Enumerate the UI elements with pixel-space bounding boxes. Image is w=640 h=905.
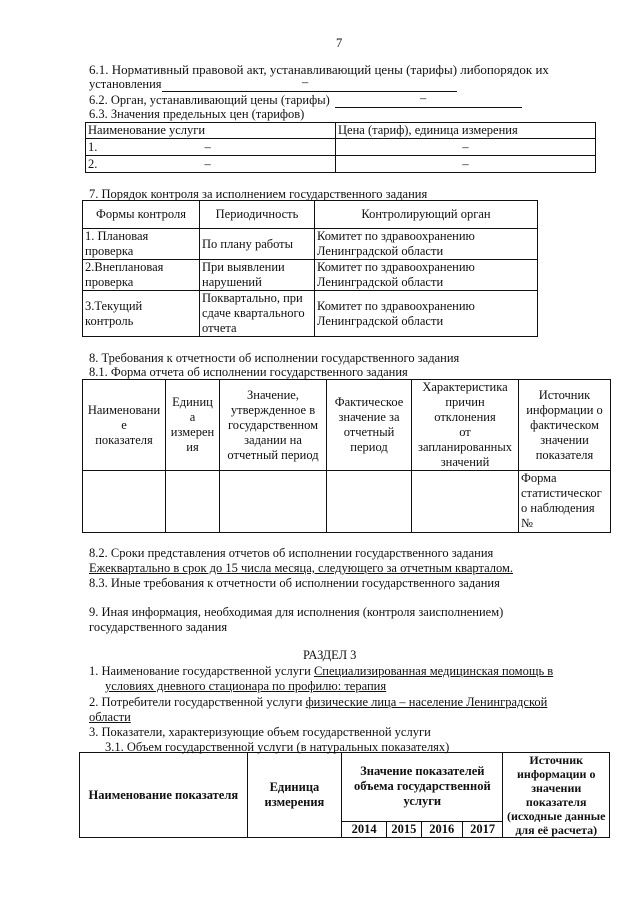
s82-label: 8.2. Сроки представления отчетов об исполнении государственного задания	[89, 546, 494, 560]
s3-item3: 3. Показатели, характеризующие объем государственной услуги	[89, 725, 431, 739]
price-row-num: 1.	[88, 139, 98, 154]
table-row	[83, 291, 538, 337]
price-row-service: –	[204, 156, 211, 171]
table-row	[83, 229, 538, 260]
price-row-service: –	[204, 139, 211, 154]
volume-table	[79, 752, 610, 838]
year-2017: 2017	[462, 821, 503, 837]
s3-item1-label: 1. Наименование государственной услуги	[89, 664, 311, 678]
cell-line: объема государственной	[353, 779, 491, 794]
cell-line: 1. Плановая	[85, 229, 149, 243]
cell-line: отчета	[202, 321, 237, 335]
cell-line: значение за	[338, 410, 400, 424]
cell-line: проверка	[85, 275, 134, 289]
cell-line: 2.Внеплановая	[85, 260, 164, 274]
cell-line: государственном	[227, 417, 319, 432]
s62-label: 6.2. Орган, устанавливающий цены (тарифы)	[89, 93, 330, 107]
cell-line: Единица	[269, 780, 320, 794]
cell-line: Ленинградской области	[317, 313, 444, 328]
control-header-period: Периодичность	[200, 201, 315, 229]
cell-line: измерен	[170, 425, 215, 439]
s61-label: 6.1. Нормативный правовой акт, устанавливающий цены (тарифы) либопорядок их	[89, 62, 549, 77]
cell-line: запланированных	[418, 440, 512, 454]
s3-item2-value: физические лица – население Ленинградской	[305, 695, 548, 709]
year-2015: 2015	[386, 821, 421, 837]
cell-line: фактическом	[530, 417, 599, 432]
cell-line: показателя	[95, 432, 153, 447]
price-row-price: –	[336, 139, 596, 156]
cell-line: Характеристика	[422, 380, 508, 394]
cell-line: Комитет по здравоохранению	[317, 229, 475, 243]
cell-line: При выявлении	[202, 260, 285, 274]
cell-line: измерения	[264, 795, 325, 809]
control-table	[82, 200, 538, 337]
s63-label: 6.3. Значения предельных цен (тарифов)	[89, 107, 305, 121]
table-row	[83, 471, 611, 533]
cell-line: По плану работы	[202, 236, 294, 251]
s3-item1-value-2: условиях дневного стационара по профилю: терапия	[105, 679, 387, 693]
s3-item2	[89, 695, 547, 710]
cell-line: Ленинградской области	[317, 275, 444, 289]
s83-label: 8.3. Иные требования к отчетности об исполнении государственного задания	[89, 576, 500, 590]
control-header-form: Формы контроля	[83, 201, 200, 229]
cell-line: от	[459, 425, 471, 439]
s8-sub: 8.1. Форма отчета об исполнении государственного задания	[89, 365, 408, 379]
cell-line: задании на	[244, 432, 302, 447]
cell-line: 3.Текущий	[85, 298, 143, 313]
cell-line: Ленинградской области	[317, 244, 444, 258]
cell-line: показателя	[525, 795, 587, 809]
cell-line: е	[121, 417, 127, 432]
table-row	[86, 139, 596, 156]
s3-item1	[89, 664, 553, 679]
cell-line: Значение показателей	[360, 764, 485, 779]
table-row	[83, 260, 538, 291]
s61-value: –	[302, 75, 309, 89]
price-row-num: 2.	[88, 156, 98, 171]
year-2016: 2016	[421, 821, 462, 837]
s7-title: 7. Порядок контроля за исполнением государственного задания	[89, 187, 428, 201]
s82-value: Ежеквартально в срок до 15 числа месяца, следующего за отчетным кварталом.	[89, 561, 514, 575]
cell-line: значении	[531, 781, 582, 795]
prices-header-price: Цена (тариф), единица измерения	[336, 123, 596, 139]
report-table	[82, 379, 611, 533]
price-row-price: –	[336, 156, 596, 173]
cell-line: Источник	[529, 753, 584, 767]
cell-line: сдаче квартального	[202, 306, 305, 320]
cell-line: отчетный	[343, 425, 395, 439]
cell-line: отчетный период	[227, 447, 319, 462]
cell-line: информации о	[517, 767, 596, 781]
cell-line: (исходные данные	[506, 809, 606, 823]
cell-line: услуги	[403, 794, 442, 809]
cell-line: нарушений	[202, 275, 262, 289]
s61-label-2: установления	[89, 77, 162, 91]
cell-line: информации о	[526, 402, 603, 417]
cell-line: утвержденное в	[230, 402, 316, 417]
s9-line2: государственного задания	[89, 620, 228, 634]
page-number: 7	[336, 36, 343, 50]
cell-line: Комитет по здравоохранению	[317, 260, 475, 274]
cell-line: №	[521, 516, 533, 530]
cell-line: статистическог	[521, 486, 602, 500]
s62-value: –	[420, 91, 427, 105]
cell-line: проверка	[85, 244, 134, 258]
table-row	[86, 156, 596, 173]
cell-line: Поквартально, при	[202, 291, 303, 305]
cell-line: ия	[186, 440, 199, 454]
cell-line: Единиц	[172, 395, 213, 409]
cell-line: Комитет по здравоохранению	[317, 298, 475, 313]
cell-line: для её расчета)	[515, 823, 598, 837]
control-header-organ: Контролирующий орган	[315, 201, 538, 229]
cell-line: причин	[445, 395, 485, 409]
prices-header-name: Наименование услуги	[86, 123, 336, 139]
cell-line: а	[189, 410, 196, 424]
prices-table	[85, 122, 596, 173]
cell-line: значений	[440, 455, 490, 469]
cell-line: значении	[540, 432, 589, 447]
s3-item2-value-2: области	[89, 710, 131, 724]
section3-title: РАЗДЕЛ 3	[303, 648, 357, 662]
cell-line: Значение,	[247, 387, 299, 402]
cell-line: Источник	[538, 387, 591, 402]
cell-line: контроль	[85, 313, 134, 328]
s8-title: 8. Требования к отчетности об исполнении государственного задания	[89, 351, 460, 365]
cell-line: отклонения	[434, 410, 496, 424]
volume-header-name: Наименование показателя	[80, 753, 248, 838]
cell-line: о наблюдения	[521, 501, 595, 515]
cell-line: показателя	[535, 447, 594, 462]
s3-item2-label: 2. Потребители государственной услуги	[89, 695, 303, 709]
cell-line: Наименовани	[87, 402, 161, 417]
s9-line1: 9. Иная информация, необходимая для исполнения (контроля заисполнением)	[89, 605, 504, 619]
s3-item1-value: Специализированная медицинская помощь в	[313, 664, 554, 678]
year-2014: 2014	[342, 821, 387, 837]
s3-item31: 3.1. Объем государственной услуги (в натуральных показателях)	[105, 740, 450, 754]
cell-line: Форма	[521, 471, 557, 485]
cell-line: Фактическое	[334, 395, 404, 409]
cell-line: период	[350, 440, 388, 454]
